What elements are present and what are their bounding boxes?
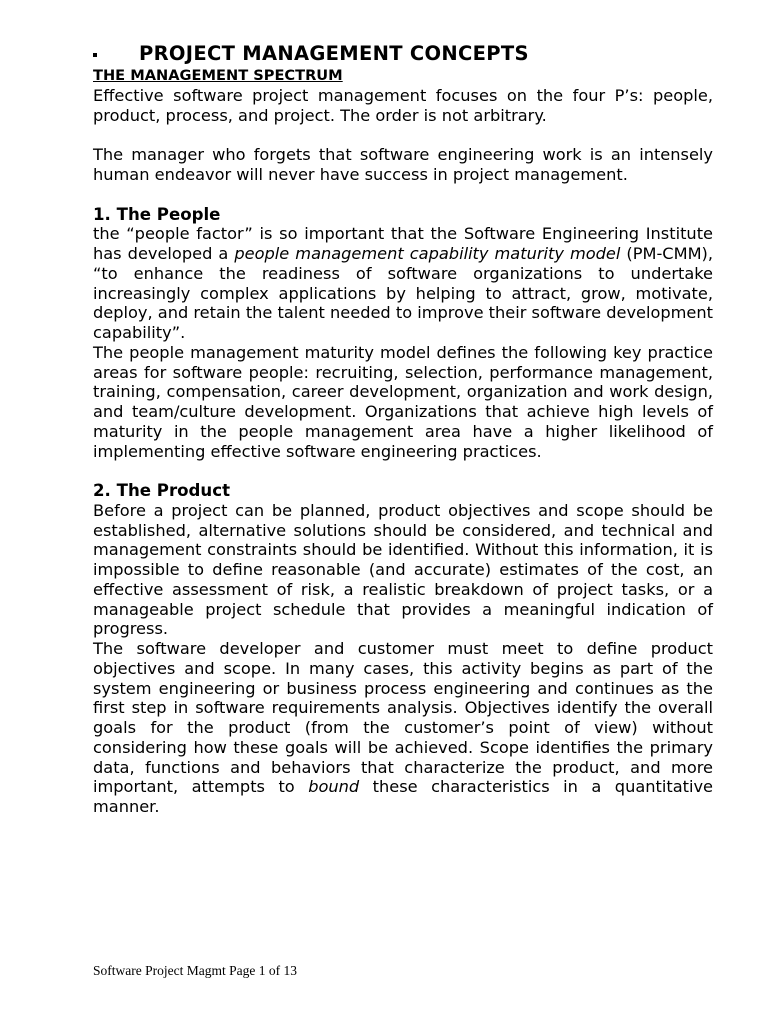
section-subtitle: THE MANAGEMENT SPECTRUM: [93, 67, 343, 84]
product-paragraph-2: [93, 639, 713, 817]
product-p2-text-a: The software developer and customer must meet to define product objectives and scope. In many cases, this activity begins as part of the system engineering or business process engineering and continues as the first step in software requirements analysis. Objectives identify the overall goals for the product (from the customer’s point of view) without considering how these goals will be achieved. Scope identifies the primary data, functions and behaviors that characterize the product, and more important, attempts to: [93, 639, 713, 797]
people-p1-text-a: the “people factor” is so important that the Software Engineering Institute has developed a: [93, 224, 713, 263]
people-paragraph-1: [93, 224, 713, 343]
intro-paragraph-2: The manager who forgets that software engineering work is an intensely human endeavor will never have success in project management.: [93, 145, 713, 184]
product-heading: 2. The Product: [93, 481, 230, 500]
product-paragraph-1: Before a project can be planned, product objectives and scope should be established, alternative solutions should be considered, and technical and management constraints should be identified. Without this information, it is impossible to define reasonable (and accurate) estimates of the cost, an effective assessment of risk, a realistic breakdown of project tasks, or a manageable project schedule that provides a meaningful indication of progress.: [93, 500, 713, 639]
intro-paragraph-1: Effective software project management focuses on the four P’s: people, product, process, and project. The order is not arbitrary.: [93, 86, 713, 125]
page-footer: Software Project Magmt Page 1 of 13: [93, 963, 297, 978]
people-p1-italic: people management capability maturity model: [234, 244, 621, 263]
product-p2-text-b: these characteristics in a quantitative manner.: [93, 777, 713, 816]
document-body: [93, 86, 713, 817]
spacer: [93, 126, 713, 146]
spacer: [93, 185, 713, 205]
page-title: PROJECT MANAGEMENT CONCEPTS: [139, 42, 529, 65]
people-p1-text-b: (PM-CMM), “to enhance the readiness of software organizations to undertake increasingly complex applications by helping to attract, grow, motivate, deploy, and retain the talent needed to improve their software development capability”.: [93, 244, 714, 342]
bullet-icon: [93, 53, 97, 57]
people-paragraph-2: The people management maturity model defines the following key practice areas for software people: recruiting, selection, performance management, training, compensation, career development, organization and work design, and team/culture development. Organizations that achieve high levels of maturity in the people management area have a higher likelihood of implementing effective software engineering practices.: [93, 342, 713, 461]
title-row: [93, 42, 713, 68]
product-p2-italic: bound: [308, 777, 360, 797]
spacer: [93, 461, 713, 481]
people-heading: 1. The People: [93, 204, 221, 224]
